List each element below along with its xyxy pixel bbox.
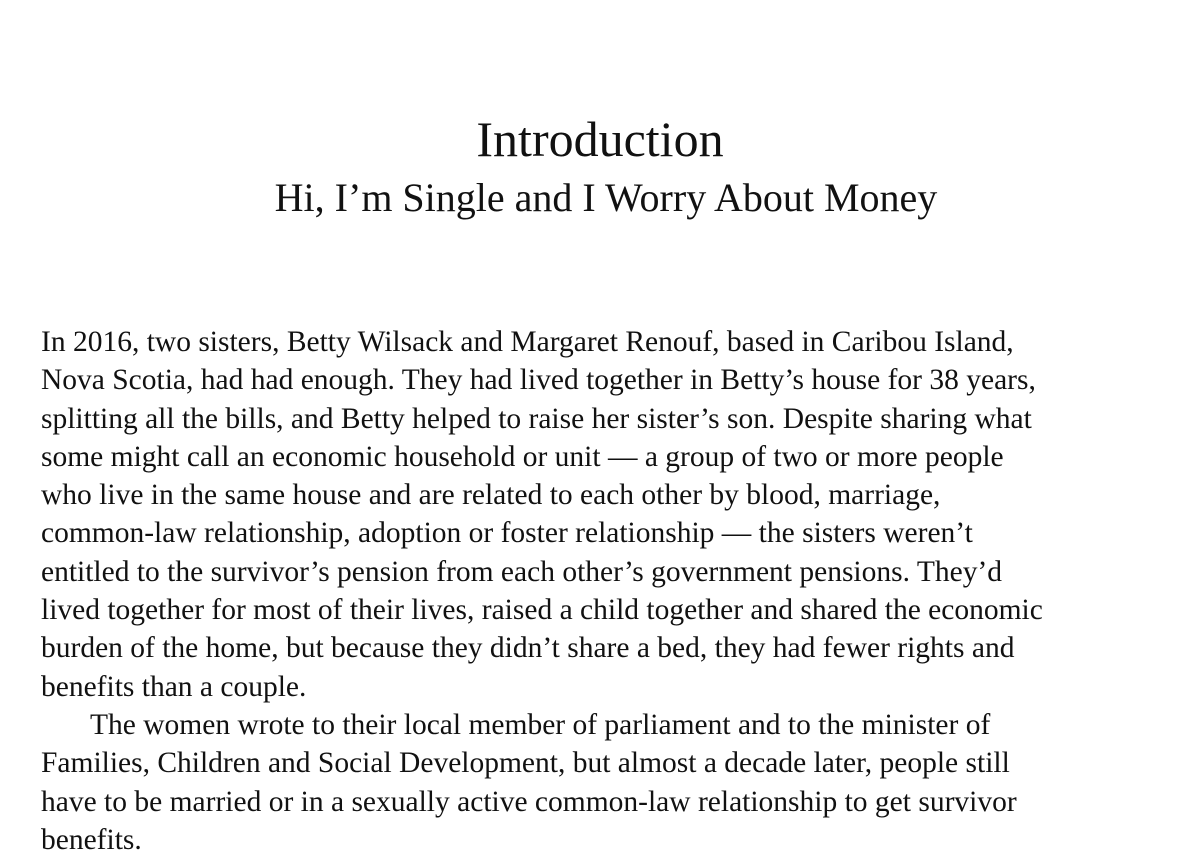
text-line: lived together for most of their lives, raised a child together and shared the economic xyxy=(41,594,1043,627)
text-line: entitled to the survivor’s pension from each other’s government pensions. They’d xyxy=(41,555,1003,588)
paragraph-1 xyxy=(41,323,1181,706)
text-line: splitting all the bills, and Betty helped to raise her sister’s son. Despite sharing what xyxy=(41,402,1032,435)
body-text xyxy=(41,323,1181,859)
text-line: benefits than a couple. xyxy=(41,670,307,703)
chapter-title: Introduction xyxy=(476,111,724,167)
text-line: burden of the home, but because they didn’t share a bed, they had fewer rights and xyxy=(41,632,1015,665)
chapter-subtitle: Hi, I’m Single and I Worry About Money xyxy=(274,175,938,220)
text-line: common-law relationship, adoption or foster relationship — the sisters weren’t xyxy=(41,517,973,550)
paragraph-2 xyxy=(41,706,1181,859)
text-line: have to be married or in a sexually active common-law relationship to get survivor xyxy=(41,785,1017,818)
text-line: The women wrote to their local member of parliament and to the minister of xyxy=(90,708,991,741)
text-line: In 2016, two sisters, Betty Wilsack and Margaret Renouf, based in Caribou Island, xyxy=(41,326,1014,358)
text-line: some might call an economic household or unit — a group of two or more people xyxy=(41,440,1004,473)
text-line: Nova Scotia, had had enough. They had lived together in Betty’s house for 38 years, xyxy=(41,364,1036,397)
text-line: Families, Children and Social Development, but almost a decade later, people still xyxy=(41,747,1010,780)
text-line: who live in the same house and are related to each other by blood, marriage, xyxy=(41,479,941,512)
text-line: benefits. xyxy=(41,823,142,856)
